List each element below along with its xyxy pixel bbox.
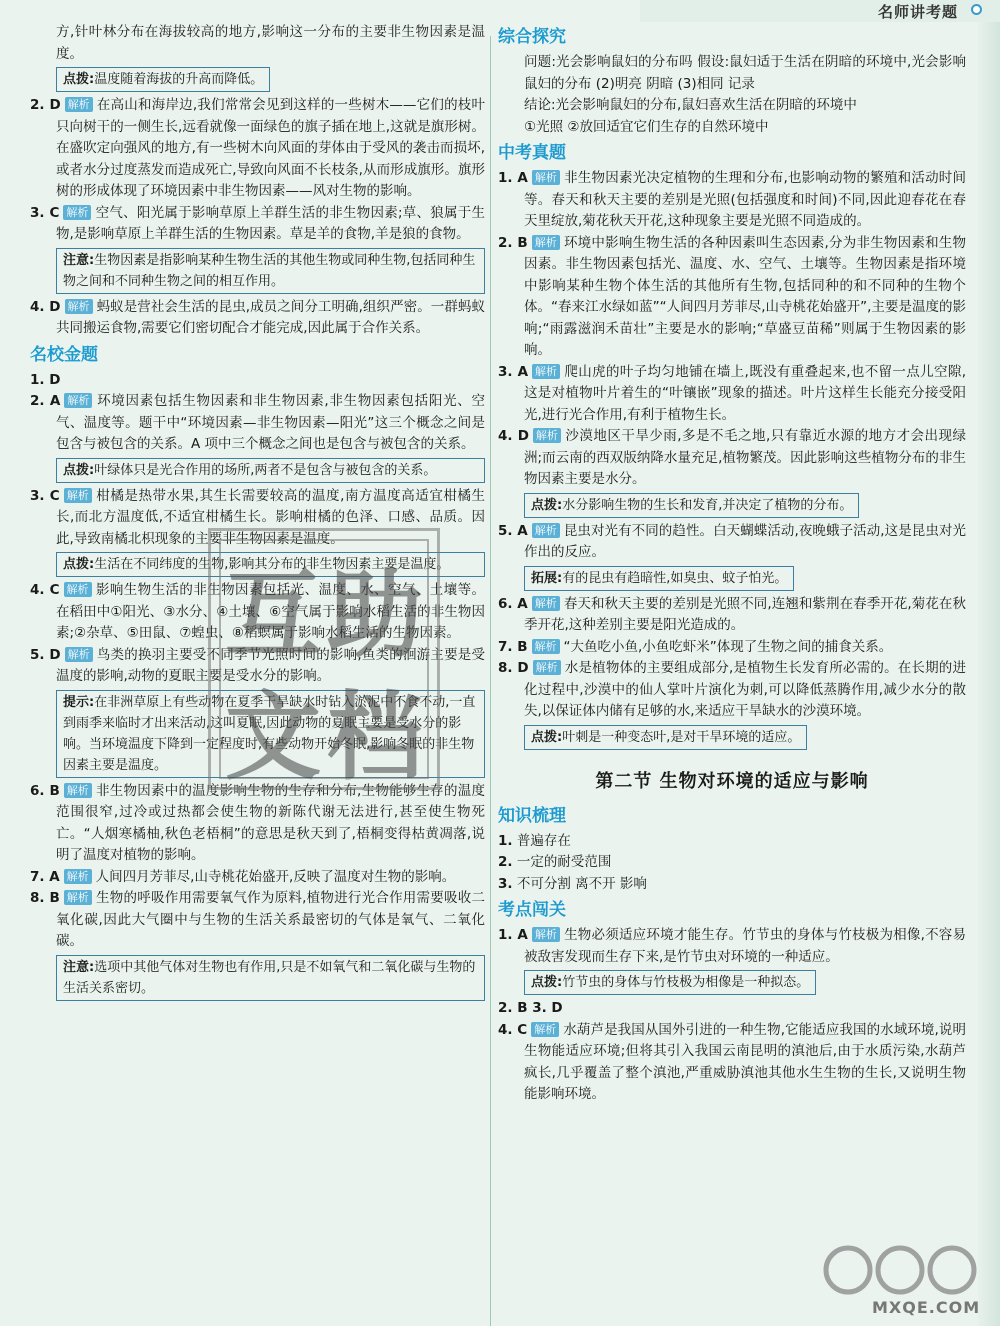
analysis-tag: 解析 bbox=[533, 428, 561, 443]
note-box bbox=[56, 248, 485, 294]
answer-text: 鸟类的换羽主要受不同季节光照时间的影响,鱼类的洄游主要是受温度的影响,动物的夏眠主要是受水分的影响。 bbox=[56, 646, 485, 684]
answer-text: 沙漠地区干旱少雨,多是不毛之地,只有靠近水源的地方才会出现绿洲;而云南的西双版纳降水量充足,植物繁茂。因此影响这些植物分布的非生物因素主要是水分。 bbox=[524, 428, 966, 487]
answer-item bbox=[498, 637, 966, 659]
answer-number: 3. C bbox=[30, 487, 60, 504]
note-box bbox=[56, 67, 270, 92]
answer-text: 不可分割 离不开 影响 bbox=[516, 875, 647, 892]
answer-text: 爬山虎的叶子均匀地铺在墙上,既没有重叠起来,也不留一点儿空隙,这是对植物叶片着生的“叶镶嵌”现象的描述。叶片这样生长能充分接受阳光,进行光合作用,有利于植物生长。 bbox=[524, 363, 966, 423]
analysis-tag: 解析 bbox=[532, 596, 560, 611]
analysis-tag: 解析 bbox=[63, 205, 91, 220]
answer-text: 蚂蚁是营社会生活的昆虫,成员之间分工明确,组织严密。一群蚂蚁共同搬运食物,需要它们密切配合才能完成,因此属于合作关系。 bbox=[56, 298, 485, 336]
analysis-tag: 解析 bbox=[532, 235, 560, 250]
analysis-tag: 解析 bbox=[532, 170, 560, 185]
answer-number: 8. B bbox=[30, 890, 60, 906]
section-heading: 综合探究 bbox=[498, 27, 566, 47]
note-box bbox=[56, 955, 485, 1001]
answer-item bbox=[30, 888, 485, 953]
section-heading: 知识梳理 bbox=[498, 805, 566, 826]
analysis-tag: 解析 bbox=[64, 582, 92, 597]
note-box bbox=[524, 725, 807, 750]
analysis-tag: 解析 bbox=[64, 488, 92, 503]
stamp-watermark bbox=[208, 528, 440, 793]
note-text: 生物因素是指影响某种生物生活的其他生物或同种生物,包括同种生物之间和不同种生物之间的相互作用。 bbox=[63, 252, 476, 289]
answer-number: 3. C bbox=[30, 204, 60, 221]
answer-text: 方,针叶林分布在海拔较高的地方,影响这一分布的主要非生物因素是温度。 bbox=[56, 24, 485, 62]
answer-item bbox=[30, 391, 485, 456]
answer-number: 6. B bbox=[30, 782, 60, 799]
answer-number: 2. B 3. D bbox=[498, 1000, 563, 1016]
answer-text: ①光照 ②放回适宜它们生存的自然环境中 bbox=[524, 118, 769, 135]
answer-text: 一定的耐受范围 bbox=[516, 854, 612, 870]
answer-text: 非生物因素中的温度影响生物的生存和分布,生物能够生存的温度范围很窄,过冷或过热都会使生物的新陈代谢无法进行,甚至使生物死亡。“人烟寒橘柚,秋色老梧桐”的意思是秋天到了,梧桐变得枯黄凋落,说明了温度对植物的影响。 bbox=[56, 782, 486, 863]
answer-number: 2. A bbox=[30, 393, 61, 409]
note-text: 有的昆虫有趋暗性,如臭虫、蚊子怕光。 bbox=[562, 570, 788, 586]
stamp-char-2: 助 bbox=[327, 558, 423, 671]
note-label: 注意: bbox=[63, 959, 95, 975]
section-heading: 考点闯关 bbox=[498, 900, 566, 920]
analysis-tag: 解析 bbox=[65, 647, 93, 662]
analysis-tag: 解析 bbox=[64, 869, 92, 884]
answer-item bbox=[30, 203, 485, 246]
answer-text: 水是植物体的主要组成部分,是植物生长发育所必需的。在长期的进化过程中,沙漠中的仙人掌叶片演化为刺,可以降低蒸腾作用,减少水分的散失,以保证体内储有足够的水,来适应干旱缺水的沙漠环境。 bbox=[524, 660, 966, 719]
answer-number: 3. bbox=[498, 875, 513, 892]
answer-text: 结论:光会影响鼠妇的分布,鼠妇喜欢生活在阴暗的环境中 bbox=[524, 97, 857, 113]
note-text: 竹节虫的身体与竹枝极为相像是一种拟态。 bbox=[562, 975, 810, 990]
answer-number: 2. bbox=[498, 854, 513, 870]
answer-text: 环境中影响生物生活的各种因素叫生态因素,分为非生物因素和生物因素。非生物因素包括光、温度、水、空气、土壤等。生物因素是指环境中影响某种生物个体生活的其他所有生物,包括同种的和不同种的生物个体。“春来江水绿如蓝”“人间四月芳菲尽,山寺桃花始盛开”,主要是温度的影响;“雨露滋润禾苗壮”主要是水的影响;“草盛豆苗稀”则属于生物因素的影响。 bbox=[524, 234, 966, 358]
answer-number: 2. D bbox=[30, 97, 61, 113]
analysis-tag: 解析 bbox=[64, 783, 92, 798]
header-bar bbox=[640, 0, 1000, 22]
header-circle-icon bbox=[971, 4, 982, 15]
answer-text: 空气、阳光属于影响草原上羊群生活的非生物因素;草、狼属于生物,是影响草原上羊群生活的生物因素。草是羊的食物,羊是狼的食物。 bbox=[56, 204, 485, 242]
answer-number: 5. A bbox=[498, 522, 528, 539]
note-box bbox=[524, 493, 859, 518]
stamp-char-4: 档 bbox=[327, 680, 423, 793]
answer-item bbox=[498, 168, 966, 233]
answer-text: 生物的呼吸作用需要氧气作为原料,植物进行光合作用需要吸收二氧化碳,因此大气圈中与生物的生活关系最密切的气体是氧气、二氧化碳。 bbox=[56, 890, 486, 949]
answer-text: 生物必须适应环境才能生存。竹节虫的身体与竹枝极为相像,不容易被敌害发现而生存下来,是竹节虫对环境的一种适应。 bbox=[524, 927, 967, 965]
note-text: 水分影响生物的生长和发育,并决定了植物的分布。 bbox=[562, 497, 853, 513]
answer-text: 春天和秋天主要的差别是光照不同,连翘和紫荆在春季开花,菊花在秋季开花,这种差别主要是阳光造成的。 bbox=[524, 595, 966, 633]
page-edge bbox=[978, 22, 1000, 1326]
stamp-char-3: 文 bbox=[225, 680, 321, 793]
answer-number: 4. C bbox=[30, 582, 60, 598]
answer-number: 1. A bbox=[498, 927, 528, 943]
analysis-tag: 解析 bbox=[64, 890, 92, 905]
answer-number: 8. D bbox=[498, 660, 529, 676]
analysis-tag: 解析 bbox=[65, 299, 93, 314]
answer-text: 影响生物生活的非生物因素包括光、温度、水、空气、土壤等。在稻田中①阳光、③水分、④土壤、⑥空气属于影响水稻生活的非生物因素;②杂草、⑤田鼠、⑦蝗虫、⑧稻螟属于影响水稻生活的生物因素。 bbox=[56, 582, 485, 641]
answer-text: 人间四月芳菲尽,山寺桃花始盛开,反映了温度对生物的影响。 bbox=[95, 868, 456, 885]
answer-number: 4. D bbox=[498, 428, 529, 444]
section-heading: 中考真题 bbox=[498, 143, 566, 163]
answer-number: 7. A bbox=[30, 868, 60, 885]
answer-item bbox=[498, 233, 966, 362]
note-text: 选项中其他气体对生物也有作用,只是不如氧气和二氧化碳与生物的生活关系密切。 bbox=[63, 959, 476, 996]
watermark-url: MXQE.COM bbox=[872, 1298, 981, 1317]
answer-text: 普遍存在 bbox=[516, 832, 571, 849]
note-label: 注意: bbox=[63, 252, 95, 268]
answer-number: 4. C bbox=[498, 1021, 528, 1038]
note-label: 点拨: bbox=[531, 975, 563, 990]
answer-item bbox=[30, 95, 485, 203]
answer-number: 1. D bbox=[30, 371, 61, 388]
answer-item bbox=[498, 1020, 966, 1106]
answer-item bbox=[498, 426, 966, 491]
answer-item bbox=[30, 867, 485, 889]
answer-line bbox=[498, 852, 966, 874]
section-heading: 名校金题 bbox=[30, 344, 98, 365]
answer-item bbox=[498, 521, 966, 564]
right-column bbox=[498, 22, 966, 1326]
answer-line bbox=[498, 874, 966, 896]
answer-number: 3. A bbox=[498, 363, 529, 380]
note-box bbox=[56, 458, 485, 483]
answer-number: 1. A bbox=[498, 170, 528, 186]
analysis-tag: 解析 bbox=[532, 639, 560, 654]
note-label: 点拨: bbox=[63, 557, 95, 572]
answer-line bbox=[498, 831, 966, 853]
answer-number: 5. D bbox=[30, 646, 61, 663]
note-text: 在非洲草原上有些动物在夏季干旱缺水时钻入淤泥中不食不动,一直到雨季来临时才出来活动,这叫夏眠,因此动物的夏眠主要是受水分的影响。当环境温度下降到一定程度时,有些动物开始冬眠,影响冬眠的非生物因素主要是温度。 bbox=[63, 694, 476, 773]
answer-line bbox=[30, 370, 485, 392]
answer-text: 在高山和海岸边,我们常常会见到这样的一些树木——它们的枝叶只向树干的一侧生长,远看就像一面绿色的旗子插在地上,这就是旗形树。在盛吹定向强风的地方,有一些树木向风面的芽体由于受风的袭击而损坏,或者水分过度蒸发而造成死亡,导致向风面不长枝条,从而形成旗形。旗形树的形成体现了环境因素中非生物因素——风对生物的影响。 bbox=[56, 97, 485, 199]
answer-item bbox=[30, 297, 485, 340]
analysis-tag: 解析 bbox=[65, 97, 93, 112]
stamp-char-1: 互 bbox=[225, 558, 321, 671]
note-text: 温度随着海拔的升高而降低。 bbox=[94, 72, 264, 87]
answer-text: 柑橘是热带水果,其生长需要较高的温度,南方温度高适宜柑橘生长,而北方温度低,不适宜柑橘生长。影响柑橘的色泽、口感、品质。因此,导致南橘北枳现象的主要非生物因素是温度。 bbox=[56, 487, 485, 547]
answer-number: 6. A bbox=[498, 595, 528, 612]
note-text: 叶绿体只是光合作用的场所,两者不是包含与被包含的关系。 bbox=[94, 462, 437, 478]
answer-line bbox=[498, 998, 966, 1020]
answer-item bbox=[498, 658, 966, 723]
answer-item bbox=[498, 362, 966, 427]
note-label: 点拨: bbox=[531, 729, 563, 745]
analysis-tag: 解析 bbox=[64, 393, 92, 408]
note-text: 生活在不同纬度的生物,影响其分布的非生物因素主要是温度。 bbox=[94, 557, 450, 572]
answer-number: 4. D bbox=[30, 298, 61, 315]
column-divider bbox=[490, 36, 491, 1326]
chapter-title: 第二节 生物对环境的适应与影响 bbox=[595, 770, 869, 792]
answer-item bbox=[498, 594, 966, 637]
answer-text: 昆虫对光有不同的趋性。白天蝴蝶活动,夜晚蛾子活动,这是昆虫对光作出的反应。 bbox=[524, 522, 966, 560]
answer-number: 7. B bbox=[498, 638, 528, 655]
note-label: 点拨: bbox=[63, 72, 95, 87]
answer-text: 环境因素包括生物因素和非生物因素,非生物因素包括阳光、空气、温度等。题干中“环境因素—非生物因素—阳光”这三个概念之间是包含与被包含的关系。A 项中三个概念之间也是包含与被包含的关系。 bbox=[56, 393, 486, 452]
answer-item bbox=[498, 925, 966, 968]
note-text: 叶刺是一种变态叶,是对干旱环境的适应。 bbox=[562, 729, 801, 745]
note-label: 点拨: bbox=[63, 462, 95, 478]
answer-number: 1. bbox=[498, 832, 513, 849]
analysis-tag: 解析 bbox=[532, 927, 560, 942]
book-title: 名师讲考题 bbox=[877, 3, 958, 21]
analysis-tag: 解析 bbox=[532, 523, 560, 538]
note-label: 拓展: bbox=[531, 570, 563, 586]
note-box bbox=[524, 970, 816, 995]
analysis-tag: 解析 bbox=[532, 364, 560, 379]
note-box bbox=[524, 566, 794, 591]
analysis-tag: 解析 bbox=[533, 660, 561, 675]
answer-text: 非生物因素光决定植物的生理和分布,也影响动物的繁殖和活动时间等。春天和秋天主要的差别是光照(包括强度和时间)不同,因此迎春花在春天里绽放,菊花秋天开花,这种现象主要是光照不同造成的。 bbox=[524, 170, 967, 229]
answer-text: 水葫芦是我国从国外引进的一种生物,它能适应我国的水域环境,说明生物能适应环境;但将其引入我国云南昆明的滇池后,由于水质污染,水葫芦疯长,几乎覆盖了整个滇池,严重威胁滇池其他水生生物的生长,又说明生物能影响环境。 bbox=[524, 1021, 966, 1102]
answer-text: 问题:光会影响鼠妇的分布吗 假设:鼠妇适于生活在阴暗的环境中,光会影响鼠妇的分布 (2)明亮 阴暗 (3)相同 记录 bbox=[524, 54, 966, 92]
answer-number: 2. B bbox=[498, 234, 528, 251]
note-label: 提示: bbox=[63, 694, 95, 710]
answer-text: “大鱼吃小鱼,小鱼吃虾米”体现了生物之间的捕食关系。 bbox=[563, 638, 893, 655]
analysis-tag: 解析 bbox=[531, 1022, 559, 1037]
note-label: 点拨: bbox=[531, 497, 563, 513]
